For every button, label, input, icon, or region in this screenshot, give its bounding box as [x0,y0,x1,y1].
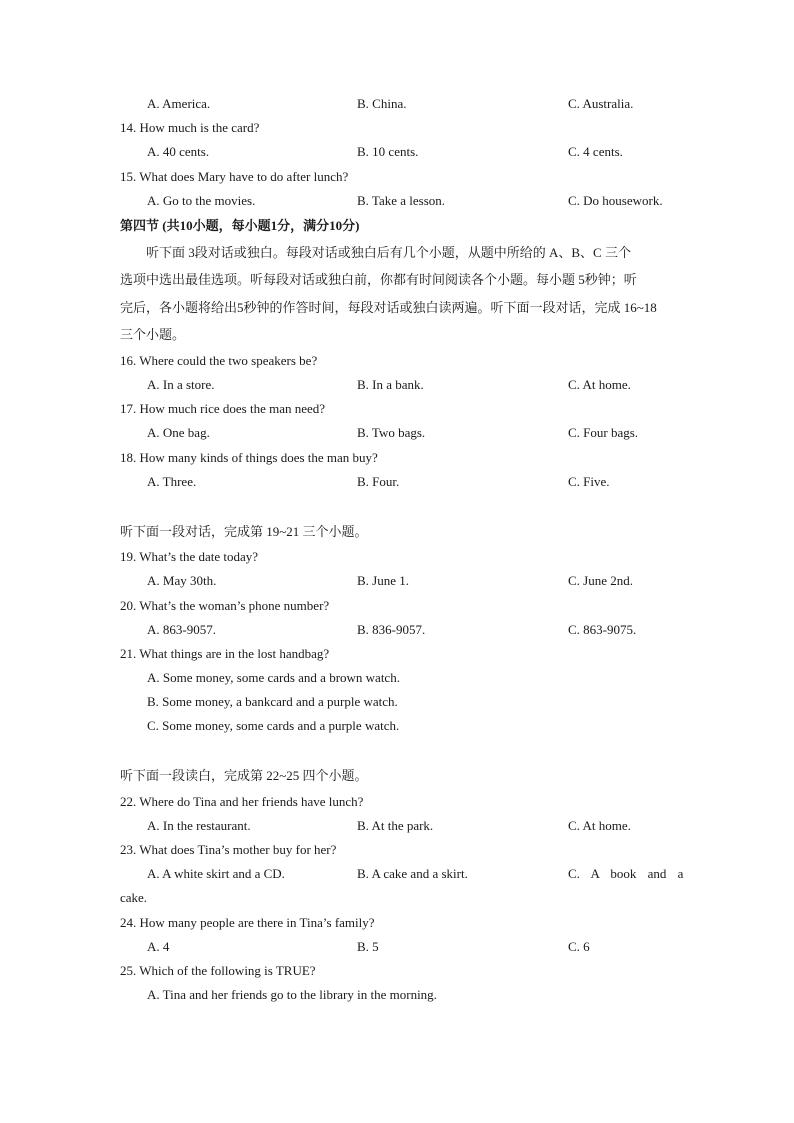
q16-option-a: A. In a store. [147,377,215,392]
q24-stem: 24. How many people are there in Tina’s family? [120,915,375,930]
q23-options [0,865,794,883]
q13-options [0,95,794,113]
q18-option-b: B. Four. [357,474,400,489]
q24-options [0,938,794,956]
q19-stem: 19. What’s the date today? [120,549,259,564]
q21-option-a: A. Some money, some cards and a brown watch. [147,670,400,685]
q19-option-c: C. June 2nd. [568,573,633,588]
instructions-line-2: 选项中选出最佳选项。听每段对话或独白前，你都有时间阅读各个小题。每小题 5秒钟；听 [120,272,637,288]
q17-option-c: C. Four bags. [568,425,639,440]
q14-stem: 14. How much is the card? [120,120,260,135]
q14-options [0,143,794,161]
q24-option-b: B. 5 [357,939,379,954]
q17-stem: 17. How much rice does the man need? [120,401,326,416]
q16-option-c: C. At home. [568,377,631,392]
q23-option-c: C. A book and a [568,866,684,881]
q14-option-b: B. 10 cents. [357,144,419,159]
q17-options [0,424,794,442]
q18-options [0,473,794,491]
q24-option-c: C. 6 [568,939,590,954]
q23-option-b: B. A cake and a skirt. [357,866,468,881]
section-heading: 第四节 (共10小题，每小题1分，满分10分) [120,218,360,233]
q22-stem: 22. Where do Tina and her friends have lunch? [120,794,364,809]
q19-options [0,572,794,590]
q14-option-a: A. 40 cents. [147,144,210,159]
q23-stem: 23. What does Tina’s mother buy for her? [120,842,337,857]
q17-option-b: B. Two bags. [357,425,426,440]
q21-option-b: B. Some money, a bankcard and a purple watch. [147,694,398,709]
q19-option-b: B. June 1. [357,573,409,588]
q25-stem: 25. Which of the following is TRUE? [120,963,316,978]
q16-option-b: B. In a bank. [357,377,424,392]
q24-option-a: A. 4 [147,939,170,954]
q13-option-a: A. America. [147,96,211,111]
q20-option-a: A. 863-9057. [147,622,216,637]
q15-option-a: A. Go to the movies. [147,193,256,208]
q25-option-a: A. Tina and her friends go to the library in the morning. [147,987,437,1002]
q20-stem: 20. What’s the woman’s phone number? [120,598,330,613]
q19-option-a: A. May 30th. [147,573,217,588]
q16-stem: 16. Where could the two speakers be? [120,353,318,368]
q16-options [0,376,794,394]
q15-stem: 15. What does Mary have to do after lunch? [120,169,349,184]
q18-option-c: C. Five. [568,474,610,489]
q21-option-c: C. Some money, some cards and a purple watch. [147,718,400,733]
q15-option-b: B. Take a lesson. [357,193,446,208]
instructions-line-1: 听下面 3段对话或独白。每段对话或独白后有几个小题，从题中所给的 A、B、C 三个 [146,245,631,260]
instructions-line-4: 三个小题。 [120,326,186,342]
instructions-line-3: 完后，各小题将给出5秒钟的作答时间，每段对话或独白读两遍。听下面一段对话，完成 16~18 [120,299,657,315]
instruction-19-21: 听下面一段对话，完成第 19~21 三个小题。 [120,524,368,539]
q23-option-a: A. A white skirt and a CD. [147,866,285,881]
q15-options [0,192,794,210]
q18-stem: 18. How many kinds of things does the man buy? [120,450,378,465]
q22-option-b: B. At the park. [357,818,434,833]
q22-options [0,817,794,835]
q13-option-b: B. China. [357,96,407,111]
instruction-22-25: 听下面一段读白，完成第 22~25 四个小题。 [120,768,368,783]
q18-option-a: A. Three. [147,474,197,489]
q22-option-c: C. At home. [568,818,631,833]
q20-option-b: B. 836-9057. [357,622,426,637]
q23-option-c-continued: cake. [120,890,148,905]
q17-option-a: A. One bag. [147,425,210,440]
q20-options [0,621,794,639]
q20-option-c: C. 863-9075. [568,622,637,637]
q22-option-a: A. In the restaurant. [147,818,251,833]
section-instructions [120,239,674,348]
q14-option-c: C. 4 cents. [568,144,623,159]
q13-option-c: C. Australia. [568,96,634,111]
q21-stem: 21. What things are in the lost handbag? [120,646,330,661]
q15-option-c: C. Do housework. [568,193,663,208]
